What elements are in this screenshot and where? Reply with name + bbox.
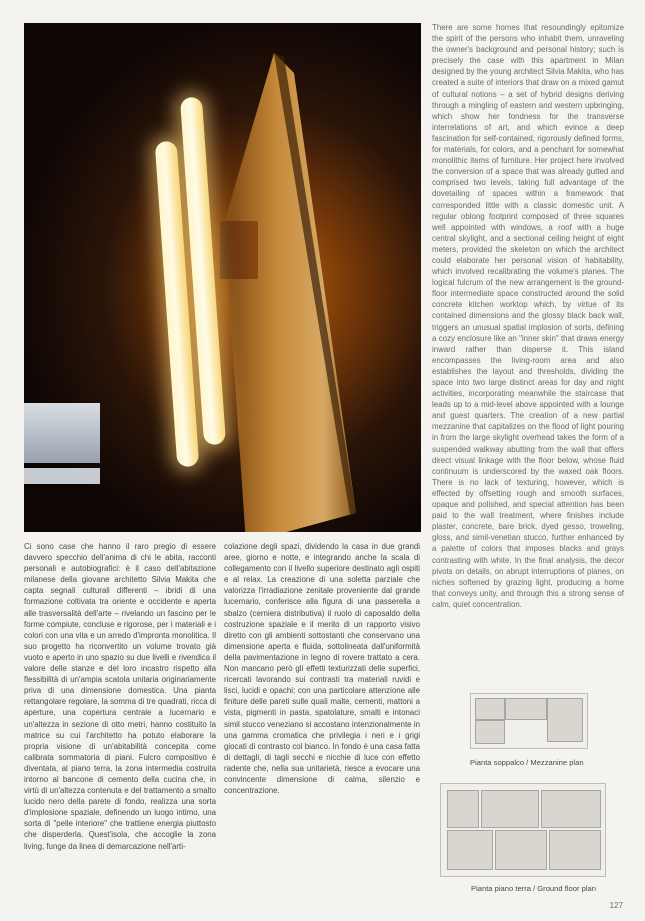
window-sill [24,468,100,484]
english-text-column: There are some homes that resoundingly epitomize the spirit of the persons who inhabit them, unraveling the owner's background and personal history; such is precisely the case with this apartment in Milan designed by the young architect Silvia Makita, who has created a suite of interiors that draw on a mixed gamut of cultural notions – a set of hybrid designs deriving through a mingling of eastern and western upbringing, which show her fondness for the transverse interrelations of art, and which evince a deep fascination for self-contained, rigorously defined forms, for materials, for colors, and a penchant for somewhat monolithic items of furniture. Her project here involved the conversion of a space that was already gutted and comprised two levels, taking full advantage of the dovetailing of spaces within a framework that corresponded little with a classic domestic unit. A regular oblong footprint composed of three squares well appointed with windows, a roof with a huge central skylight, and a sectional ceiling height of eight meters, provided the skeleton on which the architect could elaborate her personal vision of habitability, which involved recalibrating the volume's planes. The logical fulcrum of the new arrangement is the ground-floor intermediate space constructed around the solid concrete kitchen worktop which, by virtue of its contained dimensions and the glossy black back wall, triggers an unusual spatial implosion of sorts, defining a cozy enclosure like an "inner skin" that draws energy inward rather than disperse it. This island encompasses the living-room area and also establishes the layout and thresholds, dividing the space into two large distinct areas for day and night activities, incorporating meanwhile the staircase that leads up to a mid-level above appointed with a lounge and guest quarters. The creation of a new partial mezzanine that capitalizes on the flood of light pouring in from the large skylight overhead takes the form of a suspended walkway abutting from the wall that offers direct visual linkage with the floor below, whose fluid continuum is underscored by the waxed oak floors. There is no lack of texturing, however, which is effected by offsetting rough and smooth surfaces, opaque and polished, and special attention has been paid to the wall treatment, where finishes include plaster, concrete, bare brick, dyed gesso, troweling, gloss, and simil-venetian stucco, further enhanced by a palette of colors that imposes blacks and grays contrasting with white. In the final analysis, the decor pivots on details, on abrupt interruptions of planes, on niches softened by grazing light, producing a home that conveys unity, and through this a strong sense of calm, quiet concentration. [432,23,624,609]
mezzanine-plan-drawing [470,693,588,749]
ground-floor-plan-drawing [440,783,606,877]
lamp-bracket [220,221,258,279]
window-light [24,403,100,463]
mezzanine-plan-caption: Pianta soppalco / Mezzanine plan [470,758,584,767]
page-number: 127 [609,901,623,910]
ground-floor-plan-caption: Pianta piano terra / Ground floor plan [471,884,596,893]
interior-photo [24,23,421,532]
italian-text-column-1: Ci sono case che hanno il raro pregio di essere davvero specchio dell'anima di chi le abita, racconti personali e autobiografici: è il caso dell'abitazione milanese della giovane architetto Silvia Makita che capta segnali culturali differenti – ibridi di una formazione coltivata tra oriente e occidente e aperta alle trasversalità dell'arte – rivelando un fascino per le forme compiute, concluse e rigorose, per i materiali e i colori con una vita e un arredo d'impronta monolitica. Il suo progetto ha riconvertito un volume trovato già vuoto e aperto in uno spazio su due livelli e rivendica il valore delle stanze e del loro incastro rispetto alla flessibilità di un'ampia scatola unitaria originariamente priva di una dimensione domestica. Una pianta rettangolare regolare, la somma di tre quadrati, ricca di aperture, una copertura centrale a lucernario e un'altezza in sezione di otto metri, hanno costituito la matrice su cui l'architetto ha potuto elaborare la propria visione di un'abitabilità concepita come calibrata sommatoria di piani. Fulcro compositivo è diventata, al piano terra, la zona intermedia costruita intorno al bancone di cemento della cucina che, in virtù di un'altezza contenuta e del trattamento a smalto lucido nero della parete di fondo, realizza una sorta d'implosione spaziale, definendo un luogo intimo, una sorta di "pelle interiore" che trattiene energia piuttosto che disperderla. Quest'isola, che accoglie la zona living, funge da linea di demarcazione nell'arti- [24,542,216,851]
italian-text-column-2: colazione degli spazi, dividendo la casa in due grandi aree, giorno e notte, e integrando anche la scala di collegamento con il livello superiore destinato agli ospiti e al relax. La creazione di una soletta parziale che valorizza l'irradiazione zenitale proveniente dal grande lucernario, conferisce alla figura di una passerella a sbalzo (cerniera distributiva) il ruolo di caposaldo della costruzione spaziale e il merito di un rapporto visivo diretto con gli ambienti sottostanti che conservano una dimensione aperta e fluida, sottolineata dall'uniformità della pavimentazione in legno di rovere trattato a cera. Non mancano però gli effetti texturizzati delle superfici, ricercati lavorando sui contrasti tra materiali ruvidi e lisci, lucidi e opachi; con una particolare attenzione alle finiture delle pareti sulle quali malte, cementi, mattoni a vista, pigmenti in pasta, spatolature, smalti e intonaci simil stucco veneziano si accostano intenzionalmente in una gamma cromatica che privilegia i neri e i grigi giocati di contrasto col bianco. In fondo è una casa fatta di dettagli, di tagli secchi e nicchie di luce con effetto radente che, nella sua unitarietà, riesce a evocare una convincente dimensione di calma, silenzio e concentrazione. [224,542,420,796]
